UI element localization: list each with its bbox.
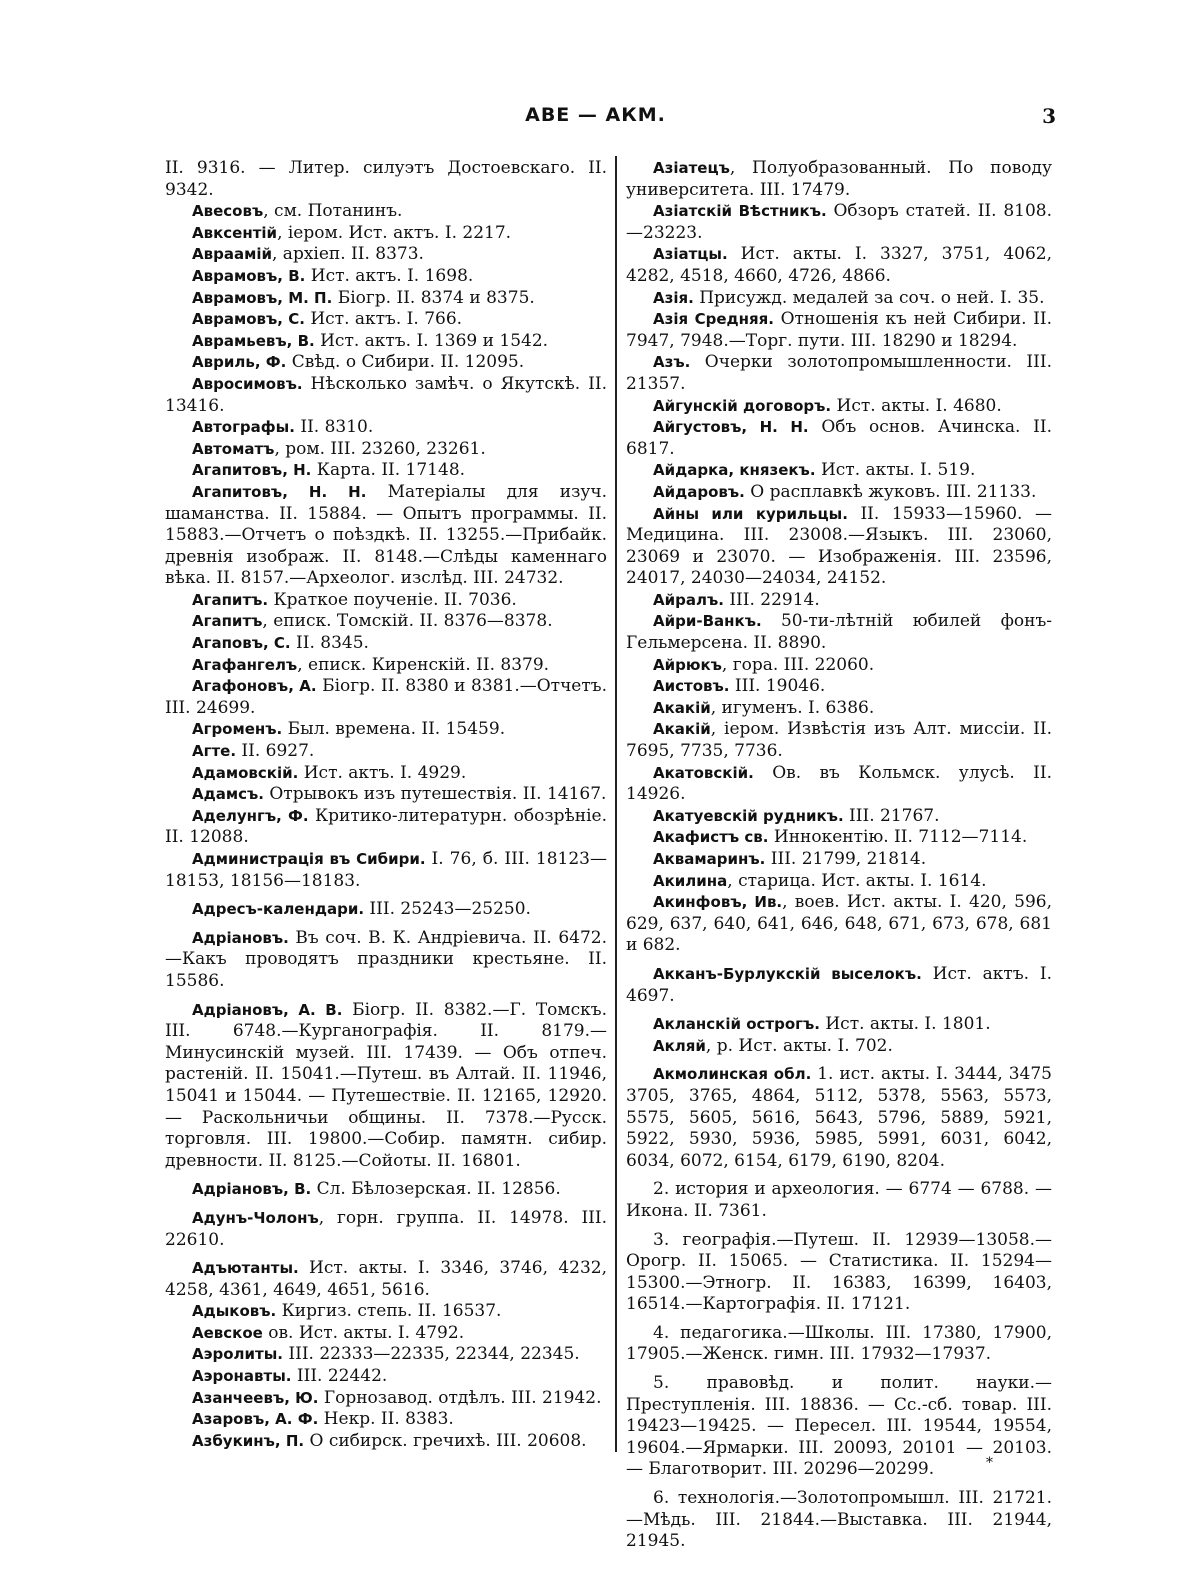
entry-text: Карта. II. 17148.: [311, 460, 466, 481]
index-entry: [626, 590, 1052, 612]
entry-text: Краткое поученіе. II. 7036.: [268, 589, 517, 610]
index-entry: [626, 352, 1052, 395]
entry-text: ов. Ист. акты. I. 4792.: [262, 1322, 465, 1343]
index-entry: [626, 1036, 1052, 1058]
index-entry: [165, 741, 607, 763]
entry-text: Сл. Бѣлозерская. II. 12856.: [311, 1179, 561, 1200]
entry-text: Біогр. II. 8380 и 8381.—Отчетъ. III. 24699.: [165, 676, 607, 718]
entry-text: Объ основ. Ачинска. II. 6817.: [626, 417, 1052, 459]
index-entry: [165, 719, 607, 741]
index-entry: [165, 849, 607, 892]
entry-text: III. 21767.: [843, 805, 940, 826]
index-entry: [626, 1064, 1052, 1172]
entry-headword: Азъ.: [653, 353, 691, 372]
entry-headword: Азанчеевъ, Ю.: [192, 1388, 319, 1407]
entry-text: 1. ист. акты. I. 3444, 3475 3705, 3765, 4864, 5112, 5378, 5563, 5573, 5575, 5605, 5616, 5643, 5796, 5889, 5921, 5922, 5930, 5936, 5985, 5991, 6031, 6042, 6034, 6072, 6154, 6179, 6190, 8204.: [626, 1064, 1053, 1171]
entry-text: Ист. акты. I. 3346, 3746, 4232, 4258, 4361, 4649, 4651, 5616.: [165, 1258, 607, 1300]
index-entry: [165, 1301, 607, 1323]
entry-text: О сибирск. гречихѣ. III. 20608.: [304, 1430, 587, 1451]
entry-headword: Айрюкъ: [653, 655, 722, 674]
entry-text: II. 8310.: [294, 417, 374, 438]
left-column: [165, 158, 607, 1452]
index-entry: [165, 460, 607, 482]
entry-text: Некр. II. 8383.: [318, 1409, 454, 1430]
entry-text: Ист. актъ. I. 4697.: [626, 963, 1053, 1006]
entry-text: 2. история и археология. — 6774 — 6788. — Икона. II. 7361.: [626, 1179, 1052, 1221]
entry-headword: Акакій: [653, 698, 711, 717]
entry-text: III. 22914.: [723, 589, 820, 610]
entry-headword: Автографы.: [192, 418, 295, 437]
entry-headword: Аврамовъ, В.: [192, 266, 306, 285]
entry-headword: Акканъ-Бурлукскій выселокъ.: [653, 964, 922, 983]
entry-headword: Агапитъ: [192, 612, 263, 631]
index-entry: [626, 806, 1052, 828]
entry-headword: Аэролиты.: [192, 1345, 283, 1364]
entry-text: Въ соч. В. К. Андріевича. II. 6472.—Какъ проводятъ праздники крестьяне. II. 15586.: [165, 927, 607, 991]
entry-headword: Айны или курильцы.: [653, 504, 848, 523]
entry-text: Свѣд. о Сибири. II. 12095.: [286, 352, 525, 373]
entry-headword: Авесовъ: [192, 202, 264, 221]
entry-headword: Акляй: [653, 1036, 706, 1055]
index-entry: [165, 482, 607, 590]
entry-headword: Айдарка, князекъ.: [653, 461, 816, 480]
entry-text: , старица. Ист. акты. I. 1614.: [727, 870, 987, 891]
entry-headword: Акланскій острогъ.: [653, 1015, 820, 1034]
index-entry: [165, 655, 607, 677]
column-divider: [615, 156, 617, 1452]
index-entry: [165, 331, 607, 353]
index-entry: [626, 504, 1052, 590]
index-entry: [165, 1366, 607, 1388]
index-entry: [626, 288, 1052, 310]
index-entry: [626, 676, 1052, 698]
entry-text: Критико-литературн. обозрѣніе. II. 12088.: [165, 805, 607, 848]
entry-text: Ист. актъ. I. 766.: [304, 309, 463, 330]
entry-text: 6. технологія.—Золотопромышл. III. 21721.—Мѣдь. III. 21844.—Выставка. III. 21944, 21945.: [626, 1488, 1052, 1552]
entry-headword: Акмолинская обл.: [653, 1065, 812, 1084]
entry-text: II. 15933—15960. — Медицина. III. 23008.—Языкъ. III. 23060, 23069 и 23070. — Изображенія. III. 23596, 24017, 24030—24034, 24152.: [626, 503, 1052, 589]
entry-text: Обзоръ статей. II. 8108.—23223.: [626, 201, 1052, 243]
entry-headword: Агроменъ.: [192, 720, 283, 739]
entry-text: , Полуобразованный. По поводу университета. III. 17479.: [626, 158, 1052, 200]
entry-headword: Адамовскій.: [192, 763, 299, 782]
entry-headword: Аэронавты.: [192, 1367, 292, 1386]
entry-headword: Айралъ.: [653, 590, 724, 609]
entry-text: Ист. акты. I. 519.: [815, 460, 976, 481]
entry-headword: Аквамаринъ.: [653, 850, 766, 868]
entry-text: III. 19046.: [729, 676, 826, 697]
index-entry: [165, 633, 607, 655]
index-entry: [165, 1179, 607, 1201]
entry-text: Киргиз. степь. II. 16537.: [276, 1301, 502, 1322]
entry-text: Ист. актъ. I. 1698.: [305, 265, 474, 286]
entry-text: Ист. акты. I. 3327, 3751, 4062, 4282, 4518, 4660, 4726, 4866.: [626, 244, 1052, 286]
index-entry: [165, 676, 607, 719]
index-entry: [165, 1388, 607, 1410]
index-entry: [165, 309, 607, 331]
entry-text: , см. Потанинъ.: [263, 201, 403, 222]
entry-headword: Акафистъ св.: [653, 828, 769, 847]
entry-text: Біогр. II. 8382.—Г. Томскъ. III. 6748.—Курганографія. II. 8179.—Минусинскій музей. III. 17439. — Объ отпеч. растеній. II. 15041.—Путеш. въ Алтай. II. 11946, 15041 и 15044. — Путешествіе. II. 12165, 12920. — Раскольничьи общины. II. 7378.—Русск. торговля. III. 19800.—Собир. памятн. сибир. древности. II. 8125.—Сойоты. II. 16801.: [165, 999, 607, 1171]
footer-mark: *: [986, 1455, 993, 1471]
index-entry: [626, 1230, 1052, 1316]
index-entry: [626, 1323, 1052, 1366]
entry-text: , воев. Ист. акты. I. 420, 596, 629, 637, 640, 641, 646, 648, 671, 673, 678, 681 и 682.: [626, 892, 1053, 956]
index-entry: [165, 201, 607, 223]
entry-headword: Азіатцы.: [653, 245, 728, 264]
index-entry: [165, 1323, 607, 1345]
entry-text: , игуменъ. I. 6386.: [710, 697, 875, 718]
entry-text: III. 21799, 21814.: [765, 849, 927, 869]
entry-headword: Адріановъ, А. В.: [192, 1000, 343, 1019]
index-entry: [626, 309, 1052, 352]
index-entry: [165, 223, 607, 245]
index-entry: [626, 655, 1052, 677]
entry-headword: Азбукинъ, П.: [192, 1431, 305, 1450]
entry-headword: Адресъ-календари.: [192, 900, 365, 919]
entry-headword: Агапитъ.: [192, 590, 269, 609]
entry-text: 4. педагогика.—Школы. III. 17380, 17900, 17905.—Женск. гимн. III. 17932—17937.: [626, 1322, 1052, 1365]
entry-headword: Азіатецъ: [653, 159, 730, 177]
entry-headword: Аврамьевъ, В.: [192, 331, 315, 350]
entry-headword: Авросимовъ.: [192, 374, 303, 393]
entry-headword: Агапитовъ, Н. Н.: [192, 482, 367, 501]
entry-headword: Адамсъ.: [192, 785, 264, 804]
index-entry: [165, 784, 607, 806]
entry-text: Ист. акты. I. 4680.: [831, 395, 1002, 416]
entry-text: III. 25243—25250.: [364, 899, 531, 920]
entry-headword: Акилина: [653, 871, 728, 890]
index-entry: [165, 244, 607, 266]
entry-headword: Адунъ-Чолонъ: [192, 1208, 319, 1227]
page-number: 3: [1042, 104, 1056, 128]
entry-text: Нѣсколько замѣч. о Якутскѣ. II. 13416.: [165, 373, 607, 416]
index-entry: [165, 266, 607, 288]
entry-headword: Администрація въ Сибири.: [192, 850, 426, 868]
entry-text: Очерки золотопромышленности. III. 21357.: [626, 352, 1052, 394]
index-entry: [165, 374, 607, 417]
entry-text: , еписк. Киренскій. II. 8379.: [297, 654, 550, 675]
index-entry: [626, 396, 1052, 418]
entry-text: Біогр. II. 8374 и 8375.: [332, 287, 535, 308]
entry-headword: Азіатскій Вѣстникъ.: [653, 202, 827, 221]
index-entry: [626, 698, 1052, 720]
entry-text: , еписк. Томскій. II. 8376—8378.: [262, 611, 553, 632]
entry-headword: Агте.: [192, 742, 237, 761]
index-entry: [165, 763, 607, 785]
entry-text: Ист. актъ. I. 4929.: [298, 762, 467, 783]
index-entry: [626, 719, 1052, 762]
entry-text: Был. времена. II. 15459.: [282, 719, 506, 740]
entry-text: Ист. акты. I. 1801.: [819, 1014, 991, 1035]
entry-text: II. 6927.: [236, 741, 315, 762]
entry-text: Присужд. медалей за соч. о ней. I. 35.: [693, 287, 1045, 308]
entry-headword: Адріановъ, В.: [192, 1180, 312, 1199]
entry-headword: Азія.: [653, 288, 694, 307]
index-entry: [626, 1014, 1052, 1036]
index-entry: [626, 871, 1052, 893]
index-entry: [626, 417, 1052, 460]
index-entry: [165, 288, 607, 310]
entry-text: Горнозавод. отдѣлъ. III. 21942.: [318, 1387, 602, 1408]
index-entry: [626, 611, 1052, 654]
entry-headword: Акатовскій.: [653, 763, 754, 782]
entry-headword: Авраамій: [192, 245, 272, 264]
entry-headword: Айгунскій договоръ.: [653, 396, 832, 415]
entry-text: I. 76, б. III. 18123—18153, 18156—18183.: [165, 849, 607, 891]
entry-headword: Агаповъ, С.: [192, 634, 291, 653]
index-entry: [626, 827, 1052, 849]
index-entry: [165, 158, 607, 201]
index-entry: [165, 439, 607, 461]
entry-headword: Аврамовъ, С.: [192, 310, 305, 329]
index-entry: [626, 460, 1052, 482]
entry-text: 50-ти-лѣтній юбилей фонъ-Гельмерсена. II. 8890.: [626, 611, 1052, 654]
entry-headword: Аистовъ.: [653, 677, 730, 696]
entry-headword: Акатуевскій рудникъ.: [653, 806, 844, 825]
index-entry: [165, 1258, 607, 1301]
index-entry: [165, 806, 607, 849]
entry-text: Отрывокъ изъ путешествія. II. 14167.: [263, 784, 607, 805]
entry-text: II. 9316. — Литер. силуэтъ Достоевскаго. II. 9342.: [165, 158, 607, 200]
entry-headword: Азія Средняя.: [653, 310, 774, 329]
entry-text: II. 8345.: [290, 633, 369, 654]
index-entry: [626, 482, 1052, 504]
entry-headword: Акинфовъ, Ив.: [653, 893, 783, 912]
index-entry: [165, 1431, 607, 1453]
entry-headword: Аврамовъ, М. П.: [192, 288, 333, 307]
index-entry: [165, 1000, 607, 1173]
page-header: [0, 104, 1191, 136]
running-head: АВЕ — АКМ.: [525, 104, 666, 126]
index-entry: [165, 611, 607, 633]
entry-text: , архіеп. II. 8373.: [272, 244, 424, 265]
index-entry: [165, 899, 607, 921]
index-entry: [626, 1179, 1052, 1222]
index-entry: [626, 244, 1052, 287]
entry-headword: Акакій: [653, 720, 711, 739]
entry-headword: Автоматъ: [192, 439, 275, 458]
entry-headword: Айгустовъ, Н. Н.: [653, 418, 809, 437]
entry-headword: Айдаровъ.: [653, 482, 745, 501]
entry-text: , ром. III. 23260, 23261.: [274, 438, 486, 459]
entry-headword: Авксентій: [192, 223, 278, 242]
entry-headword: Аевское: [192, 1323, 263, 1342]
index-entry: [165, 1344, 607, 1366]
entry-headword: Азаровъ, А. Ф.: [192, 1410, 319, 1429]
right-column: [626, 158, 1052, 1553]
index-entry: [626, 201, 1052, 244]
entry-text: 5. правовѣд. и полит. науки.—Преступленія. III. 18836. — Сс.-сб. товар. III. 19423—19425. — Пересел. III. 19544, 19554, 19604.—Ярмарки. III. 20093, 20101 — 20103. — Благотворит. III. 20296—20299.: [626, 1373, 1052, 1480]
index-entry: [165, 1208, 607, 1251]
index-entry: [626, 892, 1052, 957]
index-entry: [165, 928, 607, 993]
entry-text: , iером. Ист. актъ. I. 2217.: [277, 222, 512, 243]
entry-text: Отношенія къ ней Сибири. II. 7947, 7948.—Торг. пути. III. 18290 и 18294.: [626, 309, 1052, 351]
index-entry: [626, 158, 1052, 201]
index-entry: [626, 964, 1052, 1007]
index-entry: [165, 352, 607, 374]
entry-text: , р. Ист. акты. I. 702.: [705, 1035, 893, 1056]
index-entry: [626, 1488, 1052, 1553]
entry-text: , iером. Извѣстія изъ Алт. миссіи. II. 7695, 7735, 7736.: [626, 719, 1052, 762]
entry-headword: Агапитовъ, Н.: [192, 461, 312, 480]
index-entry: [626, 763, 1052, 806]
entry-headword: Адъютанты.: [192, 1259, 299, 1278]
index-entry: [165, 590, 607, 612]
entry-headword: Агафоновъ, А.: [192, 677, 317, 696]
index-entry: [165, 417, 607, 439]
entry-text: 3. географія.—Путеш. II. 12939—13058.—Орогр. II. 15065. — Статистика. II. 15294—15300.—Этногр. II. 16383, 16399, 16403, 16514.—Картографія. II. 17121.: [626, 1229, 1052, 1315]
entry-headword: Авриль, Ф.: [192, 353, 287, 372]
entry-text: , гора. III. 22060.: [721, 654, 875, 675]
entry-text: , горн. группа. II. 14978. III. 22610.: [165, 1207, 607, 1250]
index-entry: [626, 849, 1052, 871]
entry-headword: Айри-Ванкъ.: [653, 612, 762, 631]
entry-text: III. 22442.: [291, 1366, 388, 1387]
entry-headword: Агафангелъ: [192, 655, 298, 674]
entry-headword: Адріановъ.: [192, 928, 289, 947]
entry-text: Ов. въ Кольмск. улусѣ. II. 14926.: [626, 762, 1052, 805]
entry-text: Иннокентію. II. 7112—7114.: [768, 827, 1028, 848]
entry-headword: Аделунгъ, Ф.: [192, 806, 309, 825]
entry-text: III. 22333—22335, 22344, 22345.: [283, 1344, 580, 1365]
entry-text: Ист. актъ. I. 1369 и 1542.: [314, 330, 549, 351]
entry-text: О расплавкѣ жуковъ. III. 21133.: [744, 481, 1037, 502]
index-entry: [165, 1409, 607, 1431]
entry-text: Матеріалы для изуч. шаманства. II. 15884. — Опытъ программы. II. 15883.—Отчетъ о поѣздкѣ. II. 13255.—Прибайк. древнія изображ. II. 8148.—Слѣды каменнаго вѣка. II. 8157.—Археолог. изслѣд. III. 24732.: [165, 481, 607, 589]
entry-headword: Адыковъ.: [192, 1302, 277, 1321]
